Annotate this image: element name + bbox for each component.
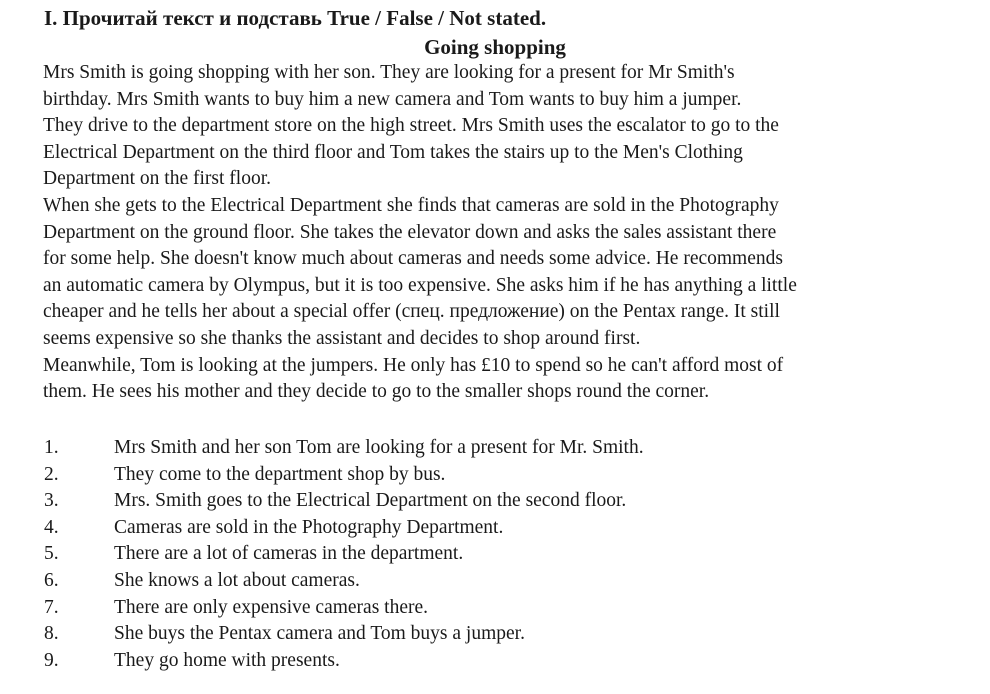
statement-item [44, 515, 944, 542]
statement-text: Mrs. Smith goes to the Electrical Department on the second floor. [114, 490, 627, 512]
statement-text: She knows a lot about cameras. [114, 569, 360, 591]
statement-item [44, 621, 944, 648]
statement-text: There are only expensive cameras there. [114, 596, 428, 618]
statement-number: 2. [44, 463, 59, 485]
statement-text: They go home with presents. [114, 649, 340, 671]
statement-item [44, 541, 944, 568]
statement-item [44, 488, 944, 515]
statement-item [44, 648, 944, 675]
statement-number: 3. [44, 490, 59, 512]
passage-line: Mrs Smith is going shopping with her son. They are looking for a present for Mr Smith's [43, 62, 735, 83]
statement-number: 8. [44, 623, 59, 645]
passage-line: Department on the first floor. [43, 168, 271, 190]
statement-number: 1. [44, 437, 59, 458]
statement-text: They come to the department shop by bus. [114, 463, 446, 485]
passage-line: They drive to the department store on the high street. Mrs Smith uses the escalator to go to the [43, 115, 779, 137]
passage-line: seems expensive so she thanks the assistant and decides to shop around first. [43, 327, 641, 349]
passage-line: Electrical Department on the third floor and Tom takes the stairs up to the Men's Clothing [43, 141, 743, 163]
statement-text: Mrs Smith and her son Tom are looking for a present for Mr. Smith. [114, 437, 644, 458]
passage-line: birthday. Mrs Smith wants to buy him a new camera and Tom wants to buy him a jumper. [43, 88, 742, 110]
reading-passage [43, 60, 953, 406]
statement-text: There are a lot of cameras in the department. [114, 543, 464, 565]
passage-line: them. He sees his mother and they decide to go to the smaller shops round the corner. [43, 381, 710, 403]
passage-line: for some help. She doesn't know much about cameras and needs some advice. He recommends [43, 248, 783, 270]
passage-line: Department on the ground floor. She takes the elevator down and asks the sales assistant there [43, 221, 777, 243]
statement-number: 9. [44, 649, 59, 671]
passage-line: an automatic camera by Olympus, but it is too expensive. She asks him if he has anything a little [43, 274, 797, 296]
passage-line: Meanwhile, Tom is looking at the jumpers. He only has £10 to spend so he can't afford most of [43, 354, 784, 376]
statement-item [44, 568, 944, 595]
statements-list [44, 435, 944, 674]
statement-number: 6. [44, 569, 59, 591]
statement-item [44, 435, 944, 462]
task-heading: I. Прочитай текст и подставь True / False / Not stated. [44, 6, 547, 30]
statement-text: She buys the Pentax camera and Tom buys a jumper. [114, 623, 525, 645]
statement-number: 7. [44, 596, 59, 618]
statement-text: Cameras are sold in the Photography Department. [114, 516, 504, 538]
statement-number: 4. [44, 516, 59, 538]
statement-item [44, 462, 944, 489]
statement-item [44, 595, 944, 622]
text-title: Going shopping [424, 35, 566, 59]
statement-number: 5. [44, 543, 59, 565]
passage-line: cheaper and he tells her about a special offer (спец. предложение) on the Pentax range. It still [43, 301, 780, 323]
passage-line: When she gets to the Electrical Department she finds that cameras are sold in the Photography [43, 194, 779, 216]
